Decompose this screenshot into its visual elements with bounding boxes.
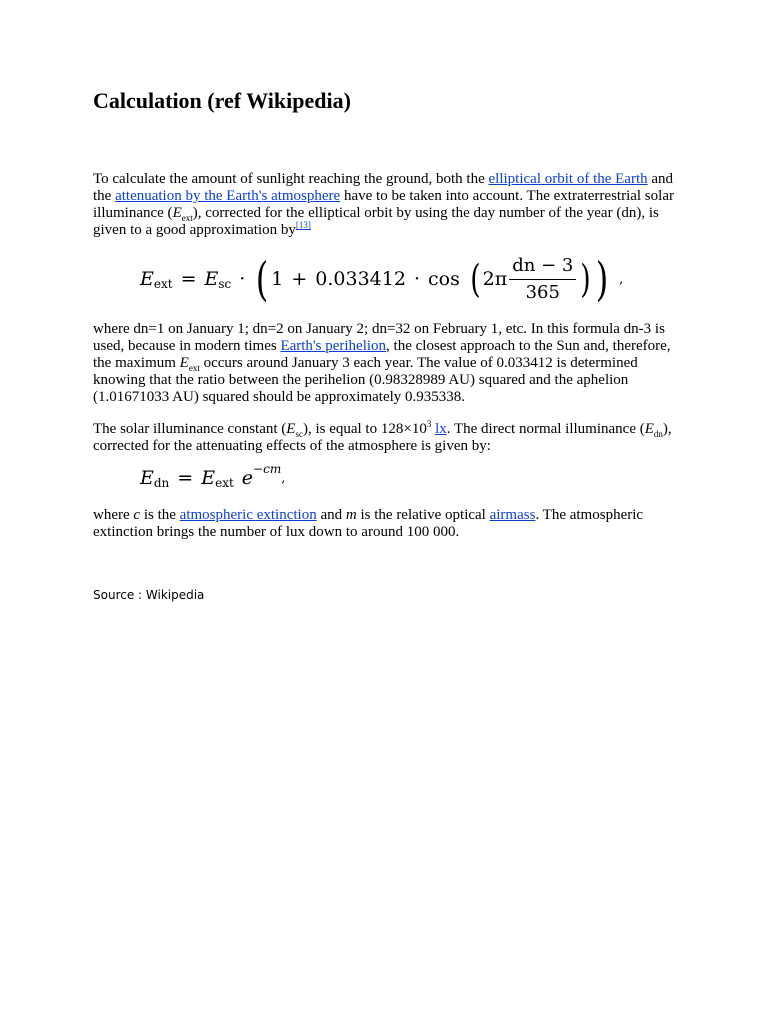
symbol-e: E	[172, 205, 182, 221]
link-lux[interactable]: lx	[435, 421, 447, 437]
link-elliptical-orbit[interactable]: elliptical orbit of the Earth	[488, 171, 648, 187]
formula-paren: )	[595, 252, 609, 306]
text: occurs around January 3 each year. The value of 0.033412 is determined knowing that the ratio between the perihelion (0.98328989 AU) squared and the aphelion (1.01671033 AU) squared should be approximately 0.935338.	[93, 355, 638, 405]
symbol-e: E	[286, 421, 296, 437]
reference-link[interactable]: [13]	[295, 220, 311, 230]
text: and the	[93, 171, 674, 204]
symbol-e: E	[644, 421, 654, 437]
formula-paren: )	[580, 257, 591, 301]
formula-exp-base: e	[241, 467, 254, 489]
formula-subscript: ext	[153, 277, 173, 291]
fraction-numerator: dn − 3	[509, 255, 576, 280]
symbol-e: E	[179, 355, 189, 371]
text: and	[316, 507, 346, 523]
text: is the relative optical	[356, 507, 490, 523]
text: To calculate the amount of sunlight reaching the ground, both the	[93, 171, 489, 187]
formula-paren: (	[256, 252, 269, 306]
solar-constant-paragraph	[93, 421, 683, 455]
formula-equals: =	[177, 467, 194, 489]
formula-plus: +	[291, 268, 308, 290]
subscript-ext: ext	[188, 363, 200, 373]
formula-direct-normal-illuminance	[140, 462, 285, 494]
page-title: Calculation (ref Wikipedia)	[93, 88, 351, 113]
formula-extraterrestrial-illuminance	[140, 252, 623, 306]
symbol-c: c	[133, 507, 141, 523]
formula-coefficient: 0.033412	[315, 268, 406, 290]
subscript-ext: ext	[181, 213, 193, 223]
symbol-m: m	[345, 507, 357, 523]
subscript-dn: dn	[653, 429, 663, 439]
link-earth-perihelion[interactable]: Earth's perihelion	[280, 338, 387, 354]
source-note: Source : Wikipedia	[93, 588, 205, 602]
explanation-paragraph	[93, 321, 683, 406]
text: , the closest approach to the Sun and, therefore, the maximum	[93, 338, 671, 371]
text: ), corrected for the attenuating effects of the atmosphere is given by:	[93, 421, 672, 454]
formula-comma: ,	[619, 271, 624, 287]
text: is the	[140, 507, 180, 523]
fraction-denominator: 365	[525, 281, 560, 303]
formula-symbol: E	[140, 268, 154, 290]
formula-dot: ·	[413, 268, 420, 290]
exponent: 3	[426, 419, 432, 429]
formula-one: 1	[271, 268, 284, 290]
subscript-sc: sc	[295, 429, 303, 439]
formula-cos: cos	[428, 268, 460, 290]
formula-paren: (	[470, 257, 481, 301]
formula-exponent: −cm	[253, 462, 282, 476]
link-atmospheric-extinction[interactable]: atmospheric extinction	[179, 507, 317, 523]
text: ), is equal to 128×10	[302, 421, 427, 437]
text: ), corrected for the elliptical orbit by using the day number of the year (dn), is given to a good approximation by	[93, 205, 659, 238]
extinction-paragraph	[93, 507, 683, 541]
formula-dot: ·	[239, 268, 246, 290]
formula-subscript: dn	[153, 476, 170, 490]
intro-paragraph	[93, 171, 683, 239]
formula-symbol: E	[204, 268, 219, 290]
link-atmospheric-attenuation[interactable]: attenuation by the Earth's atmosphere	[115, 188, 341, 204]
formula-subscript: sc	[218, 277, 232, 291]
text: . The atmospheric extinction brings the number of lux down to around 100 000.	[93, 507, 644, 540]
text: have to be taken into account. The extraterrestrial solar illuminance (	[93, 188, 674, 221]
formula-subscript: ext	[215, 476, 234, 490]
text: where	[93, 507, 134, 523]
formula-symbol: E	[201, 467, 216, 489]
formula-equals: =	[180, 268, 197, 290]
text: where dn=1 on January 1; dn=2 on January 2; dn=32 on February 1, etc. In this formula dn-3 is used, because in modern times	[93, 321, 665, 354]
formula-fraction	[509, 255, 576, 304]
formula-two-pi: 2π	[482, 268, 508, 290]
formula-comma: ,	[281, 470, 286, 486]
text: . The direct normal illuminance (	[446, 421, 645, 437]
link-airmass[interactable]: airmass	[489, 507, 536, 523]
text: The solar illuminance constant (	[93, 421, 287, 437]
formula-symbol: E	[140, 467, 154, 489]
